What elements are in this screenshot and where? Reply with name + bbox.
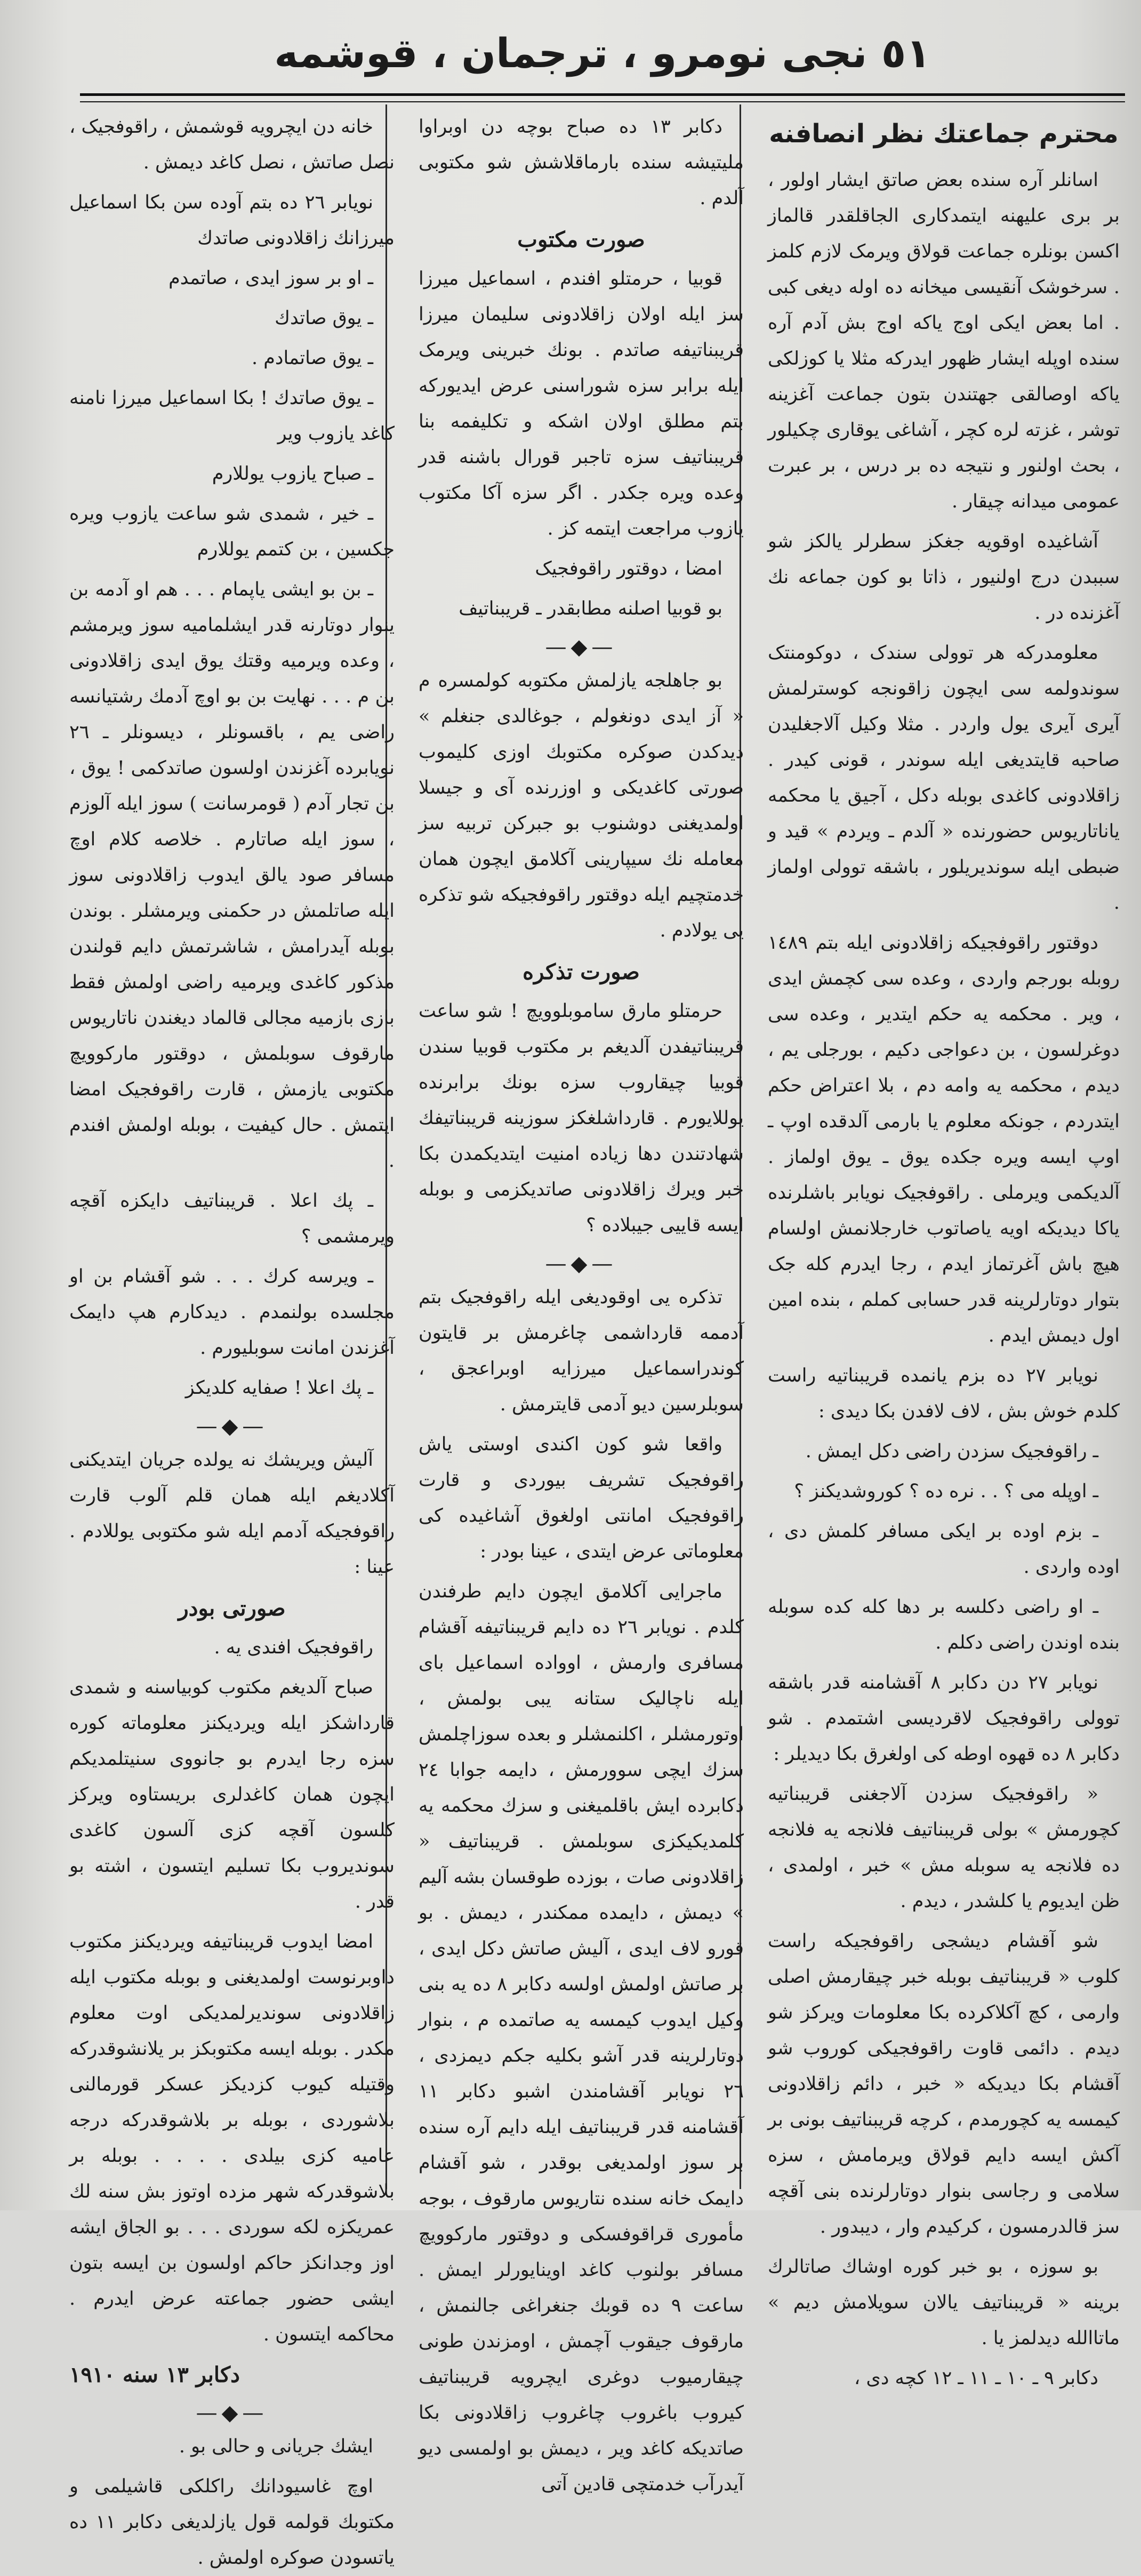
salutation: راقوفجیک افندی یه . [214, 1637, 373, 1658]
dialogue-line: ـ او بر سوز ایدی ، صاتمدم [168, 268, 373, 289]
ornament-divider: —◆— [196, 1414, 268, 1439]
masthead-title: ٥١ نجی نومرو ، ترجمان ، قوشمه [274, 29, 931, 77]
dialogue-line: ـ ویرسه کرك . . . شو آقشام بن او مجلسده بولنمدم . دیدکارم هپ دایمک آغزندن امانت سوبلیورم . [69, 1266, 395, 1359]
dialogue-line: ـ پك اعلا ! صفایه کلدیکز [185, 1377, 373, 1399]
paragraph: بو سوزه ، بو خبر کوره اوشاك صاتالرك برینه « قریبناتیف یالان سویلامش دیم » ماتاالله دیدلمز یا . [768, 2256, 1120, 2349]
paragraph: ایشك جریانی و حالی بو . [179, 2436, 373, 2457]
paragraph: تذکره یی اوقودیغی ایله راقوفجیک بتم آدممه قارداشمی چاغرمش بر قایتون کوندراسماعیل میرزایه اوبراعجق ، سوبلرسین دیو آدمی قایترمش . [419, 1287, 744, 1415]
paragraph: نویابر ٢٦ ده بتم آوده سن بکا اسماعیل میرزانك زاقلادونی صاتدك [69, 192, 395, 249]
paragraph: دوقتور راقوفجیکه زاقلادونی ایله بتم ١٤٨٩ روبله بورجم واردی ، وعده سی کچمش ایدی ، ویر . محکمه یه حکم ایتدیر ، وعده سی دوغرلسون ، بن دعواجی دکیم ، بورجلی یم ، دیدم ، محکمه یه وامه دم ، بلا اعتراض حکم ایتدردم ، جونکه معلوم یا بارمی آلدقده اوپ ـ اوپ ایسه ویره جکده یوق ـ یوق اولماز . آلدیکمی ویرملی . راقوفجیک نویابر باشلرنده یاکا دیدیکه اویه یاصاتوب خارجلانمش اولسام هیچ باش آغرتماز ایدم ، رجا ایدرم کله جک بتوار دوتارلرینه قدر حسابی کملم ، بنده امین اول دیمش ایدم . [768, 932, 1120, 1346]
dialogue-line: ـ پك اعلا . قریبناتیف دایکزه آقچه ویرمشمی ؟ [69, 1190, 395, 1247]
paragraph: صباح آلدیغم مکتوب کوبیاسنه و شمدی قارداشکز ایله ویردیکنز معلوماته کوره سزه رجا ایدرم بو جانووی سنیتلمدیکم ایچون همان کاغدلری بریستاوه ویرکز کلسون آقچه کزی آلسون کاغدی سوندیروب بکا تسلیم ایتسون ، اشته بو قدر . [69, 1677, 395, 1912]
paragraph: شو آقشام دیشجی راقوفجیکه راست کلوب « قریبناتیف بوبله خبر چیقارمش اصلی وارمی ، کچ آکلاکرده بکا معلومات ویرکز شو دیدم . دائمی قاوت راقوفجیکی کوروب شو آقشام بکا دیدیکه « خبر ، دائم زاقلادونی کیمسه یه کچورمدم ، کرچه قریبناتیف بونی بر آکش ایسه دایم قولاق ویرمامش ، سزه سلامی و رجاسی بنوار دوتارلرنده بنی آقچه سز قالدرمسون ، کرکیدم وار ، دیبدور . [768, 1931, 1120, 2238]
paragraph: حرمتلو مارق ساموبلوویچ ! شو ساعت قریبناتیفدن آلدیغم بر مکتوب قوبیا سندن قوبیا چیقاروب سزه بونك برابرنده یوللایورم . قارداشلغکز سوزینه قریبناتیفك شهادتندن دها زیاده امنیت ایتدیکمدن بکا خبر ویرك زاقلادونی صاتدیکزمی و بوبله ایسه قاییی جیبلاده ؟ [419, 1000, 744, 1236]
article-column-right [768, 109, 1120, 2389]
paragraph: قوبیا ، حرمتلو افندم ، اسماعیل میرزا سز ایله اولان زاقلادونی سلیمان میرزا قریبناتیفه صاتدم . بونك خبرینی ویرمک ایله برابر سزه شوراسنی عرض ایدیورکه بتم مطلق اولان اشکه و تکلیفمه بنا قریبناتیف سزه تاجبر قورال باشنه قدر وعده ویره جکدر . اگر سزه آکا مکتوب یازوب مراجعت ایتمه کز . [419, 268, 744, 539]
article-column-middle [419, 109, 744, 2495]
paragraph: آشاغیده اوقویه جغکز سطرلر یالکز شو سببدن درج اولنیور ، ذاتا بو کون جماعه نك آغزنده در . [768, 531, 1120, 624]
paragraph: بو جاهلجه یازلمش مکتوبه کولمسره م « آز ایدی دونغولم ، جوغالدی جنغلم » دیدکدن صوکره مکتوبك اوزی کلیموب صورتی کاغدیکی و اوزرنده آی و جیسلا اولمدیغنی دوشنوب بو جبرکن تربیه سز معامله نك سیپارینی آکلامق ایچون همان خدمتچیم ایله دوقتور راقوفجیکه شو تذکره یی یولادم . [419, 670, 744, 941]
paragraph: ـ بن بو ایشی یاپمام . . . هم او آدمه بن ینوار دوتارنه قدر ایشلمامیه سوز ویرمشم ، وعده ویرمیه وقتك یوق ایدی زاقلادونی بن م . . . نهایت بن بو اوچ آدمك رشتیانسه راضی یم ، باقسونلر ، دیسونلر ـ ٢٦ نویابرده آغزندن اولسون صاتدکمی ! یوق ، بن تجار آدم ( قومرسانت ) سوز ایله آلوزم ، سوز ایله صاتارم . خلاصه کلام اوچ مسافر صود یالق ایدوب زاقلادونی سوز ایله صاتلمش در حکمنی ویرمشلر . بوندن بوبله آیدرامش ، شاشرتمش دایم قولندن مذکور کاغدی ویرمیه راضی اولمش فقط بازی بازمیه مجالی قالماد دیغندن ناتاریوس مارقوف سوبلمش ، دوقتور مارکوویچ مکتوبی یازمش ، قارت راقوفجیک امضا ایتمش . حال کیفیت ، بوبله اولمش افندم . [69, 579, 395, 1172]
dialogue-line: ـ یوق صاتدك ! بکا اسماعیل میرزا نامنه کاغد یازوب ویر [69, 387, 395, 445]
paragraph: اسانلر آره سنده بعض صاتق ایشار اولور ، بر بری علیهنه ایتمدکاری الجاقلقدر قالماز اکسن بونلره جماعت قولاق ویرمک لازم کلمز . سرخوشک آنقیسی میخانه ده اوله دیغی کبی . اما بعض ایکی اوج یاکه اوج بش آدم آره سنده اوپله ایشار ظهور ایدرکه مثلا یا کوزلکی یاکه اوصالقی جهتندن بتون جماعت آغزینه توشر ، غزته لره کچر ، آشاغی یوقاری چکیلور ، بحث اولنور و نتیجه ده بر درس ، بر عبرت عمومی میدانه چیقار . [768, 169, 1120, 512]
dialogue-line: ـ راقوفجیک سزدن راضی دکل ایمش . [805, 1441, 1098, 1462]
dialogue-line: ـ یوق صاتدك [275, 308, 373, 329]
paragraph: « راقوفجیک سزدن آلاجغنی قریبناتیه کچورمش » بولی قریبناتیف فلانجه یه فلانجه ده فلانجه یه سوبله مش » خبر ، اولمدی ، ظن ایدیوم یا کلشدر ، دیدم . [768, 1783, 1120, 1912]
dialogue-line: ـ اوپله می ؟ . . نره ده ؟ کوروشدیکنز ؟ [794, 1481, 1098, 1502]
certification-line: بو قوبیا اصلنه مطابقدر ـ قریبناتیف [459, 598, 722, 619]
masthead-rule-thin [80, 101, 1125, 102]
ornament-divider: —◆— [545, 1251, 617, 1276]
paragraph: ماجرایی آکلامق ایچون دایم طرفندن کلدم . نویابر ٢٦ ده دایم قریبناتیفه آقشام مسافری وارمش ، اوواده اسماعیل بای ایله ناچالیک ستانه یبی بولمش ، اوتورمشلر ، اکلنمشلر و بعده سوزاچلمش سزك ایچی سوورمش ، دایمه جوابا ٢٤ دکابرده ایش باقلمیغنی و سزك محکمه یه کلمدیکیکزی سوبلمش . قریبناتیف « زاقلادونی صات ، بوزده طوقسان بشه آلیم » دیمش ، دایمده ممکندر ، دیمش . بو قورو لاف ایدی ، آلیش صاتش دکل ایدی ، بر صاتش اولمش اولسه دکابر ٨ ده یه بنی وکیل ایدوب کیمسه یه صاتمده م ، بنوار دوتارلرینه قدر آشو بکلیه جکم دیمزدی ، ٢٦ نویابر آقشامندن اشبو دکابر ١١ آقشامنه قدر قریبناتیف ایله دایم آره سنده بر سوز اولمدیغی بوقدر ، شو آقشام دایمک خانه سنده نتاریوس مارقوف ، بوجه مأموری قراقوفسکی و دوقتور مارکوویچ مسافر بولنوب کاغد اوینایورلر ایمش . ساعت ٩ ده قوبك جنغراغی جالنمش ، مارقوف جیقوب آچمش ، اومزندن طونی چیقارمیوب دوغری ایچرویه قریبناتیف کیروب باغروب چاغروب زاقلادونی بکا صاتدیکه کاغد ویر ، دیمش بو اولمسی دیو آیدرآب خدمتچی قادین آتی [419, 1581, 744, 2495]
paragraph: آلیش ویریشك نه یولده جریان ایتدیکنی آکلادیغم ایله همان قلم آلوب قارت راقوفجیکه آدمم ایله شو مکتوبی یوللادم . عینا : [69, 1449, 395, 1578]
paragraph: دکابر ١٣ ده صباح بوچه دن اوبراوا ملیتیشه سنده بارماقلاشش شو مکتوبی آلدم . [419, 116, 744, 209]
dialogue-line: ـ او راضی دکلسه بر دها کله کده سوبله بنده اوندن راضی دکلم . [768, 1596, 1120, 1653]
paragraph: واقعا شو کون اکندی اوستی یاش راقوفجیک تشریف بیوردی و قارت راقوفجیک امانتی اولغوق آشاغیده کی معلوماتی عرض ایتدی ، عینا بودر : [419, 1434, 744, 1562]
dateline: دکابر ٩ ـ ١٠ ـ ١١ ـ ١٢ کچه دی ، [854, 2368, 1098, 2389]
signature-line: امضا ، دوقتور راقوفجیک [535, 558, 722, 579]
dialogue-line: ـ خیر ، شمدی شو ساعت یازوب ویره جکسین ، بن کتمم یوللارم [69, 503, 395, 560]
paragraph: نویابر ٢٧ ده بزم یانمده قریبناتیه راست کلدم خوش بش ، لاف لافدن بکا دیدی : [768, 1365, 1120, 1422]
paragraph: نویابر ٢٧ دن دکابر ٨ آقشامنه قدر باشقه توولی راقوفجیک لاقردیسی اشتمدم . شو دکابر ٨ ده قهوه اوطه کی اولغرق بکا دیدیلر : [768, 1672, 1120, 1765]
paragraph: معلومدرکه هر توولی سندک ، دوکومنتک سوندولمه سی ایچون زاقونجه کوسترلمش آیری آیری یول واردر . مثلا وکیل آلاجغلیدن صاحبه قایتدیغی ایله سوندر ، قونی کیدر . زاقلادونی کاغدی بوبله دکل ، آجیق یا محکمه یاناتاریوس حضورنده « آلدم ـ ویردم » قید و ضبطی ایله سوندیریلور ، باشقه توولی اولماز . [768, 642, 1120, 914]
dialogue-line: ـ یوق صاتمادم . [251, 348, 373, 369]
article-column-left [69, 109, 395, 2569]
dialogue-line: ـ بزم اوده بر ایکی مسافر کلمش دی ، اوده واردی . [768, 1521, 1120, 1578]
ornament-divider: —◆— [545, 635, 617, 659]
note-copy-heading: صورت تذکره [523, 959, 640, 984]
paragraph: امضا ایدوب قریبناتیفه ویردیکنز مکتوب داوبرنوست اولمدیغنی و بوبله مکتوب ایله زاقلادونی سوندیرلمدیکی اوت معلوم مکدر . بوبله ایسه مکتوبکز بر یلانشوقدرکه وقتیله کیوب کزدیکز عسکر قورمالنی بلاشوردی ، بوبله بر بلاشوقدرکه درجه عامیه کزی بیلدی . . . . بوبله بر بلاشوقدرکه شهر مزده اوتوز بش سنه لك عمریکزه لکه سوردی . . . بو الجاق ایشه اوز وجدانکز حاکم اولسون بن ایسه بتون ایشی حضور جماعته عرض ایدرم . محاکمه ایتسون . [69, 1931, 395, 2345]
dialogue-line: ـ صباح یازوب یوللارم [212, 463, 373, 484]
article-heading: محترم جماعتك نظر انصافنه [769, 119, 1119, 149]
masthead-rule [80, 93, 1125, 96]
letter-copy-heading: صورتی بودر [178, 1596, 286, 1621]
ornament-divider: —◆— [196, 2401, 268, 2425]
paragraph: خانه دن ایچرویه قوشمش ، راقوفجیک ، نصل صاتش ، نصل کاغد دیمش . [69, 116, 395, 173]
dateline: دکابر ١٣ سنه ١٩١٠ [69, 2362, 240, 2387]
paragraph: اوچ غاسیودانك راکلکی قاشیلمی و مکتوبك قولمه قول یازلدیغی دکابر ١١ ده یاتسودن صوکره اولمش . [69, 2476, 395, 2569]
letter-copy-heading: صورت مکتوب [517, 227, 645, 252]
